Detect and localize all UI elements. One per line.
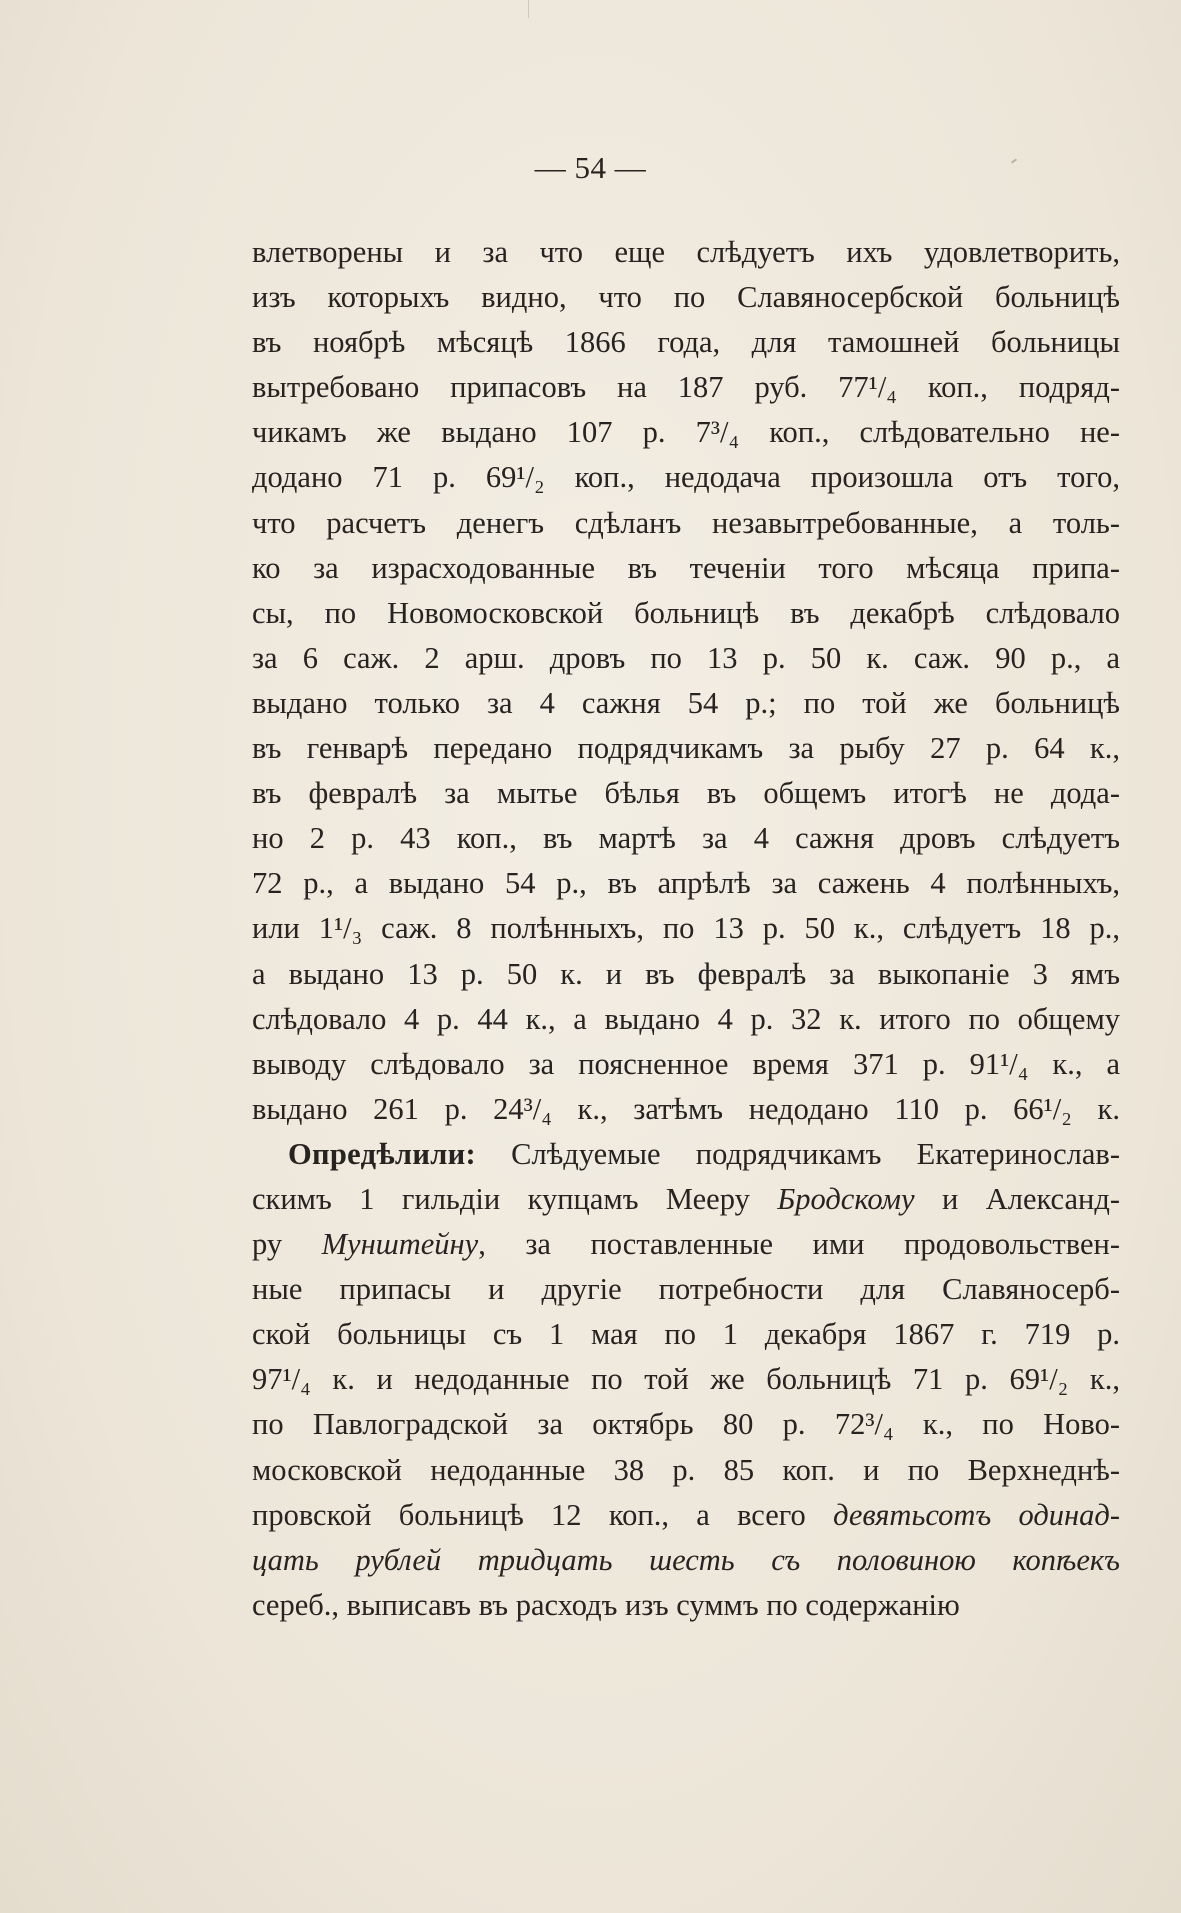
body-text — [252, 230, 1120, 1628]
text-span: выдано 261 р. 24³/₄ к., затѣмъ недодано 110 р. 66¹/₂ к. — [252, 1091, 1120, 1126]
text-span: слѣдовало 4 р. 44 к., а выдано 4 р. 32 к. итого по общему — [252, 1001, 1120, 1036]
text-span: ко за израсходованные въ теченiи того мѣсяца припа- — [252, 550, 1120, 585]
text-line — [252, 410, 1120, 455]
text-line — [252, 1087, 1120, 1132]
text-span: въ ноябрѣ мѣсяцѣ 1866 года, для тамошней больницы — [252, 325, 1120, 360]
text-span: чикамъ же выдано 107 р. 7³/₄ коп., слѣдовательно не- — [252, 415, 1120, 450]
text-line — [252, 1042, 1120, 1087]
text-span: но 2 р. 43 коп., въ мартѣ за 4 сажня дровъ слѣдуетъ — [252, 821, 1120, 856]
text-span: выводу слѣдовало за поясненное время 371 р. 91¹/₄ к., а — [252, 1046, 1120, 1081]
text-line — [252, 1132, 1120, 1177]
text-line — [252, 1312, 1120, 1357]
page-number: — 54 — — [534, 150, 647, 185]
text-line — [252, 771, 1120, 816]
text-line — [252, 1493, 1120, 1538]
text-span: ской больницы съ 1 мая по 1 декабря 1867 г. 719 р. — [252, 1317, 1120, 1352]
text-span: что расчетъ денегъ сдѣланъ незавытребованные, а толь- — [252, 505, 1120, 540]
text-line — [252, 455, 1120, 500]
text-line — [252, 1222, 1120, 1267]
text-line — [252, 365, 1120, 410]
text-span: 97¹/₄ к. и недоданные по той же больницѣ 71 р. 69¹/₂ к., — [252, 1362, 1120, 1397]
text-span: изъ которыхъ видно, что по Славяносербской больницѣ — [252, 280, 1120, 315]
text-line — [252, 230, 1120, 275]
italic-text: Мунштейну — [321, 1227, 479, 1262]
text-span: провской больницѣ 12 коп., а всего — [252, 1497, 834, 1532]
text-line — [252, 681, 1120, 726]
text-span: сереб., выписавъ въ расходъ изъ суммъ по содержанiю — [252, 1587, 960, 1622]
text-line — [252, 726, 1120, 771]
text-span: за 6 саж. 2 арш. дровъ по 13 р. 50 к. саж. 90 р., а — [252, 640, 1120, 675]
text-span: и Александ- — [914, 1181, 1120, 1216]
text-span: ные припасы и другiе потребности для Славяносерб- — [252, 1272, 1120, 1307]
text-span: по Павлоградской за октябрь 80 р. 72³/₄ к., по Ново- — [252, 1407, 1120, 1442]
text-line — [252, 636, 1120, 681]
paper-speck — [528, 0, 529, 18]
text-span: или 1¹/₃ саж. 8 полѣнныхъ, по 13 р. 50 к., слѣдуетъ 18 р., — [252, 911, 1120, 946]
text-span: а выдано 13 р. 50 к. и въ февралѣ за выкопанiе 3 ямъ — [252, 956, 1120, 991]
text-line — [252, 906, 1120, 951]
text-line — [252, 1357, 1120, 1402]
text-span: 72 р., а выдано 54 р., въ апрѣлѣ за сажень 4 полѣнныхъ, — [252, 866, 1120, 901]
text-span: московской недоданные 38 р. 85 коп. и по Верхнеднѣ- — [252, 1452, 1120, 1487]
text-span: въ генварѣ передано подрядчикамъ за рыбу 27 р. 64 к., — [252, 731, 1120, 766]
text-span: влетворены и за что еще слѣдуетъ ихъ удовлетворить, — [252, 235, 1120, 269]
heading-term: Опредѣлили: — [288, 1136, 476, 1171]
text-line — [252, 320, 1120, 365]
text-line — [252, 1538, 1120, 1583]
text-line — [252, 1448, 1120, 1493]
text-span: ру — [252, 1227, 322, 1262]
text-span: вытребовано припасовъ на 187 руб. 77¹/₄ коп., подряд- — [252, 370, 1120, 405]
text-line — [252, 1402, 1120, 1447]
text-span: выдано только за 4 сажня 54 р.; по той же больницѣ — [252, 685, 1120, 720]
text-line — [252, 501, 1120, 546]
text-line — [252, 952, 1120, 997]
text-line — [252, 997, 1120, 1042]
italic-text: девятьсотъ одинад- — [833, 1497, 1120, 1532]
text-line — [252, 816, 1120, 861]
text-span: въ февралѣ за мытье бѣлья въ общемъ итогѣ не дода- — [252, 776, 1120, 811]
text-span: скимъ 1 гильдiи купцамъ Мееру — [252, 1181, 778, 1216]
text-span: додано 71 р. 69¹/₂ коп., недодача произошла отъ того, — [252, 460, 1120, 495]
text-line — [252, 861, 1120, 906]
text-line — [252, 1267, 1120, 1312]
text-span: , за поставленные ими продовольствен- — [478, 1227, 1120, 1262]
italic-text: цать рублей тридцать шесть съ половиною копѣекъ — [252, 1542, 1120, 1577]
text-line — [252, 591, 1120, 636]
text-line — [252, 1177, 1120, 1222]
text-line — [252, 1583, 1120, 1628]
italic-text: Бродскому — [777, 1181, 915, 1216]
text-span: сы, по Новомосковской больницѣ въ декабрѣ слѣдовало — [252, 595, 1120, 630]
text-span: Слѣдуемые подрядчикамъ Екатеринослав- — [475, 1136, 1120, 1171]
text-line — [252, 546, 1120, 591]
text-line — [252, 275, 1120, 320]
